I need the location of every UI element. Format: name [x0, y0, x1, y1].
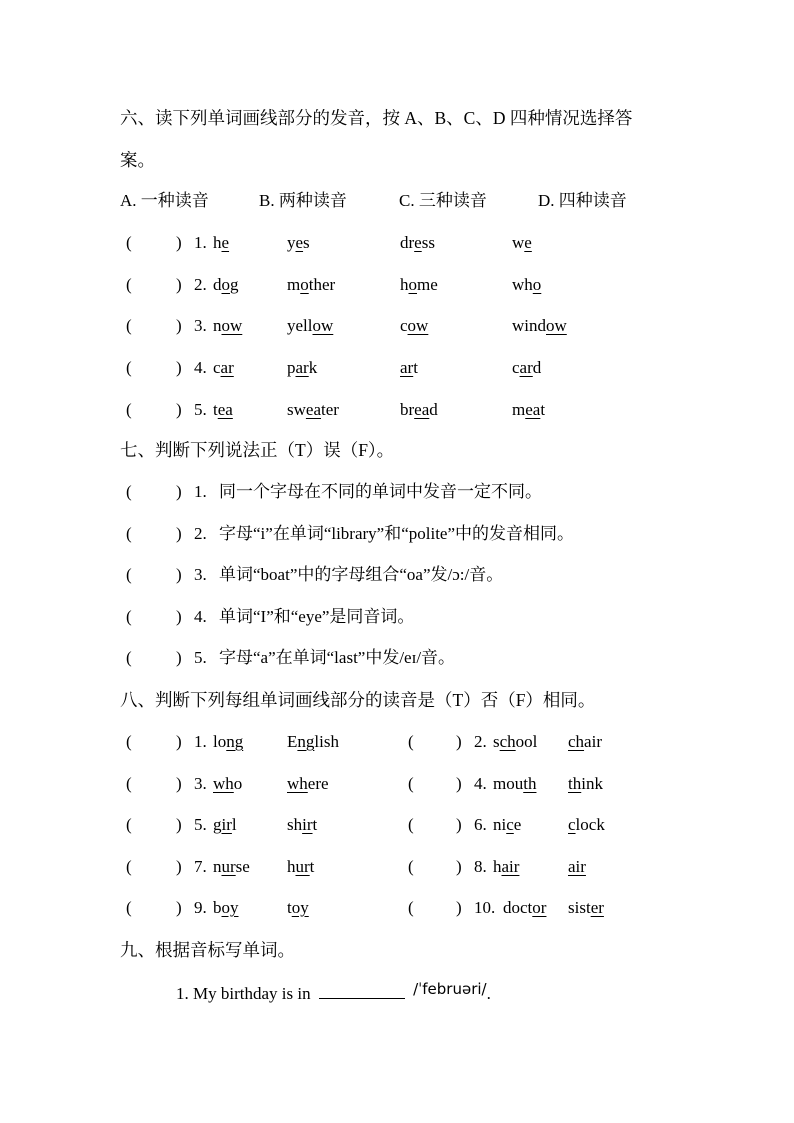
- section-9-title: 九、根据音标写单词。: [120, 940, 295, 960]
- word-2: [568, 896, 604, 920]
- question-number: 1.: [194, 482, 207, 501]
- word-suffix: d: [429, 400, 438, 419]
- underlined-letters: wh: [287, 774, 308, 793]
- word-4: [512, 314, 567, 338]
- word-3: [400, 314, 428, 338]
- word-prefix: h: [400, 275, 409, 294]
- question-number: 5.: [194, 648, 207, 667]
- underlined-letters: ea: [305, 400, 321, 419]
- answer-close-paren: ): [176, 857, 182, 876]
- answer-close-paren: ): [176, 607, 182, 626]
- word-suffix: lish: [314, 732, 339, 751]
- answer-close-paren: ): [176, 482, 182, 501]
- word-prefix: mou: [493, 774, 524, 793]
- word-prefix: wh: [512, 275, 533, 294]
- word-4: [512, 356, 541, 380]
- word-2: [568, 772, 603, 796]
- answer-open-paren[interactable]: (: [408, 815, 414, 834]
- word-prefix: E: [287, 732, 298, 751]
- underlined-letters: air: [568, 857, 586, 876]
- answer-open-paren[interactable]: (: [408, 732, 414, 751]
- word-prefix: m: [512, 400, 526, 419]
- word-1: [213, 356, 234, 380]
- underlined-letters: o: [221, 275, 230, 294]
- word-prefix: yell: [287, 316, 313, 335]
- word-prefix: y: [287, 233, 296, 252]
- underlined-letters: ow: [546, 316, 567, 335]
- underlined-letters: ir: [302, 815, 313, 834]
- word-prefix: n: [213, 857, 222, 876]
- answer-close-paren: ): [176, 275, 182, 294]
- underlined-letters: ow: [407, 316, 429, 335]
- answer-open-paren[interactable]: (: [126, 815, 132, 834]
- underlined-letters: th: [523, 774, 537, 793]
- word-prefix: sw: [287, 400, 306, 419]
- word-1: [213, 896, 239, 920]
- underlined-letters: e: [524, 233, 532, 252]
- underlined-letters: ow: [221, 316, 243, 335]
- underlined-letters: ar: [400, 358, 414, 377]
- word-suffix: t: [413, 358, 418, 377]
- word-suffix: t: [309, 857, 315, 876]
- answer-close-paren: ): [176, 648, 182, 667]
- option-a: A. 一种读音: [120, 191, 209, 210]
- section-6-title-continued: 案。: [120, 150, 155, 170]
- word-1: [213, 813, 237, 837]
- word-2: [568, 730, 602, 754]
- word-3: [400, 231, 435, 255]
- word-suffix: se: [235, 857, 250, 876]
- word-prefix: t: [287, 898, 292, 917]
- answer-open-paren[interactable]: (: [126, 358, 132, 377]
- answer-close-paren: ): [176, 358, 182, 377]
- underlined-letters: ir: [221, 815, 232, 834]
- underlined-letters: o: [408, 275, 417, 294]
- statement-text: 字母“i”在单词“library”和“polite”中的发音相同。: [219, 524, 575, 543]
- underlined-letters: wh: [213, 774, 234, 793]
- word-2: [287, 231, 310, 255]
- underlined-letters: ch: [499, 732, 516, 751]
- word-prefix: h: [287, 857, 296, 876]
- underlined-letters: e: [295, 233, 304, 252]
- answer-close-paren: ): [176, 774, 182, 793]
- underlined-letters: air: [501, 857, 520, 876]
- word-prefix: t: [213, 400, 218, 419]
- word-3: [400, 356, 418, 380]
- question-number: 1.: [194, 233, 207, 252]
- underlined-letters: e: [414, 233, 422, 252]
- question-text: 1. My birthday is in: [176, 984, 311, 1003]
- word-3: [400, 398, 438, 422]
- word-prefix: sh: [287, 815, 303, 834]
- answer-open-paren[interactable]: (: [126, 774, 132, 793]
- question-number: 2.: [194, 275, 207, 294]
- answer-close-paren: ): [456, 815, 462, 834]
- question-number: 8.: [474, 857, 487, 876]
- word-suffix: d: [532, 358, 542, 377]
- underlined-letters: ar: [220, 358, 234, 377]
- word-2: [287, 730, 339, 754]
- question-number: 2.: [474, 732, 487, 751]
- underlined-letters: o: [300, 275, 309, 294]
- word-prefix: ni: [493, 815, 507, 834]
- word-suffix: ter: [321, 400, 339, 419]
- answer-open-paren[interactable]: (: [126, 482, 132, 501]
- underlined-letters: e: [221, 233, 230, 252]
- answer-open-paren[interactable]: (: [408, 857, 414, 876]
- answer-close-paren: ): [176, 316, 182, 335]
- word-1: [493, 855, 519, 879]
- answer-open-paren[interactable]: (: [126, 648, 132, 667]
- question-number: 5.: [194, 400, 207, 419]
- section-7-title: 七、判断下列说法正（T）误（F）。: [120, 440, 395, 460]
- answer-close-paren: ): [176, 815, 182, 834]
- word-1: [213, 855, 250, 879]
- answer-open-paren[interactable]: (: [126, 275, 132, 294]
- word-1: [213, 314, 242, 338]
- answer-open-paren[interactable]: (: [126, 732, 132, 751]
- answer-open-paren[interactable]: (: [126, 565, 132, 584]
- question-number: 1.: [194, 732, 207, 751]
- underlined-letters: ea: [217, 400, 233, 419]
- question-number: 3.: [194, 316, 207, 335]
- answer-close-paren: ): [456, 898, 462, 917]
- word-prefix: wind: [512, 316, 546, 335]
- word-prefix: c: [400, 316, 408, 335]
- answer-close-paren: ): [456, 857, 462, 876]
- word-suffix: k: [308, 358, 318, 377]
- answer-close-paren: ): [176, 565, 182, 584]
- word-suffix: t: [312, 815, 318, 834]
- word-prefix: m: [287, 275, 301, 294]
- word-suffix: lock: [575, 815, 605, 834]
- word-1: [213, 398, 233, 422]
- option-c: C. 三种读音: [399, 191, 487, 210]
- underlined-letters: ea: [525, 400, 541, 419]
- answer-close-paren: ): [456, 774, 462, 793]
- word-3: [400, 273, 438, 297]
- underlined-letters: ng: [226, 732, 244, 751]
- section-8-title: 八、判断下列每组单词画线部分的读音是（T）否（F）相同。: [120, 690, 596, 710]
- word-prefix: doct: [503, 898, 533, 917]
- underlined-letters: er: [590, 898, 604, 917]
- question-number: 4.: [194, 358, 207, 377]
- word-4: [512, 273, 541, 297]
- underlined-letters: ow: [312, 316, 334, 335]
- answer-open-paren[interactable]: (: [126, 607, 132, 626]
- word-2: [287, 896, 309, 920]
- word-2: [568, 855, 586, 879]
- question-number: 3.: [194, 774, 207, 793]
- word-2: [287, 273, 335, 297]
- answer-close-paren: ): [176, 524, 182, 543]
- underlined-letters: oy: [221, 898, 239, 917]
- word-prefix: h: [213, 233, 222, 252]
- option-b: B. 两种读音: [259, 191, 347, 210]
- word-2: [287, 314, 333, 338]
- word-prefix: c: [512, 358, 520, 377]
- word-1: [213, 273, 239, 297]
- answer-open-paren[interactable]: (: [126, 400, 132, 419]
- option-d: D. 四种读音: [538, 191, 627, 210]
- word-1: [493, 813, 521, 837]
- word-suffix: e: [513, 815, 522, 834]
- word-prefix: dr: [400, 233, 415, 252]
- answer-open-paren[interactable]: (: [126, 857, 132, 876]
- word-1: [493, 730, 537, 754]
- question-number: 9.: [194, 898, 207, 917]
- word-2: [287, 855, 314, 879]
- answer-close-paren: ): [176, 898, 182, 917]
- answer-open-paren[interactable]: (: [126, 233, 132, 252]
- word-suffix: ink: [581, 774, 603, 793]
- statement-text: 单词“boat”中的字母组合“oa”发/ɔ:/音。: [219, 565, 504, 584]
- word-suffix: g: [230, 275, 239, 294]
- word-1: [503, 896, 546, 920]
- question-number: 4.: [194, 607, 207, 626]
- word-2: [287, 398, 339, 422]
- word-2: [287, 356, 317, 380]
- phonetic: /ˈfebruəri/: [413, 980, 487, 998]
- word-1: [493, 772, 536, 796]
- word-prefix: br: [400, 400, 415, 419]
- word-2: [287, 813, 317, 837]
- word-prefix: c: [213, 358, 221, 377]
- word-4: [512, 398, 545, 422]
- answer-open-paren[interactable]: (: [408, 774, 414, 793]
- underlined-letters: ch: [568, 732, 585, 751]
- underlined-letters: ea: [414, 400, 430, 419]
- underlined-letters: ur: [221, 857, 236, 876]
- underlined-letters: ur: [295, 857, 310, 876]
- underlined-letters: c: [506, 815, 514, 834]
- question-number: 7.: [194, 857, 207, 876]
- word-prefix: n: [213, 316, 222, 335]
- statement-text: 同一个字母在不同的单词中发音一定不同。: [219, 482, 542, 501]
- section-6-title: 六、读下列单词画线部分的发音，按 A、B、C、D 四种情况选择答: [120, 108, 633, 128]
- word-suffix: t: [540, 400, 546, 419]
- statement-text: 字母“a”在单词“last”中发/eɪ/音。: [219, 648, 456, 667]
- word-prefix: lo: [213, 732, 227, 751]
- word-1: [213, 730, 243, 754]
- word-prefix: h: [493, 857, 502, 876]
- word-suffix: ool: [515, 732, 538, 751]
- answer-open-paren[interactable]: (: [126, 898, 132, 917]
- word-prefix: s: [493, 732, 500, 751]
- underlined-letters: or: [532, 898, 547, 917]
- statement-text: 单词“I”和“eye”是同音词。: [219, 607, 415, 626]
- underlined-letters: o: [532, 275, 542, 294]
- word-1: [213, 231, 229, 255]
- question-number: 5.: [194, 815, 207, 834]
- answer-close-paren: ): [176, 732, 182, 751]
- end-period: .: [486, 984, 491, 1003]
- word-suffix: air: [584, 732, 602, 751]
- word-prefix: p: [287, 358, 296, 377]
- question-number: 3.: [194, 565, 207, 584]
- underlined-letters: oy: [291, 898, 309, 917]
- answer-close-paren: ): [456, 732, 462, 751]
- word-prefix: sist: [568, 898, 591, 917]
- word-suffix: o: [233, 774, 243, 793]
- answer-blank[interactable]: [319, 980, 405, 999]
- answer-close-paren: ): [176, 233, 182, 252]
- word-prefix: g: [213, 815, 222, 834]
- word-suffix: s: [303, 233, 310, 252]
- answer-open-paren[interactable]: (: [126, 524, 132, 543]
- answer-open-paren[interactable]: (: [408, 898, 414, 917]
- underlined-letters: ng: [297, 732, 315, 751]
- underlined-letters: c: [568, 815, 576, 834]
- section-9-question-1: [176, 980, 491, 1004]
- question-number: 4.: [474, 774, 487, 793]
- question-number: 10.: [474, 898, 496, 917]
- word-2: [287, 772, 329, 796]
- answer-open-paren[interactable]: (: [126, 316, 132, 335]
- word-suffix: ther: [308, 275, 336, 294]
- word-suffix: me: [417, 275, 438, 294]
- word-prefix: w: [512, 233, 525, 252]
- underlined-letters: ar: [519, 358, 533, 377]
- underlined-letters: ar: [295, 358, 309, 377]
- answer-close-paren: ): [176, 400, 182, 419]
- word-suffix: ere: [307, 774, 329, 793]
- underlined-letters: th: [568, 774, 582, 793]
- question-number: 6.: [474, 815, 487, 834]
- word-1: [213, 772, 242, 796]
- word-prefix: d: [213, 275, 222, 294]
- word-prefix: b: [213, 898, 222, 917]
- word-2: [568, 813, 605, 837]
- word-suffix: ss: [421, 233, 435, 252]
- word-suffix: l: [231, 815, 237, 834]
- word-4: [512, 231, 532, 255]
- question-number: 2.: [194, 524, 207, 543]
